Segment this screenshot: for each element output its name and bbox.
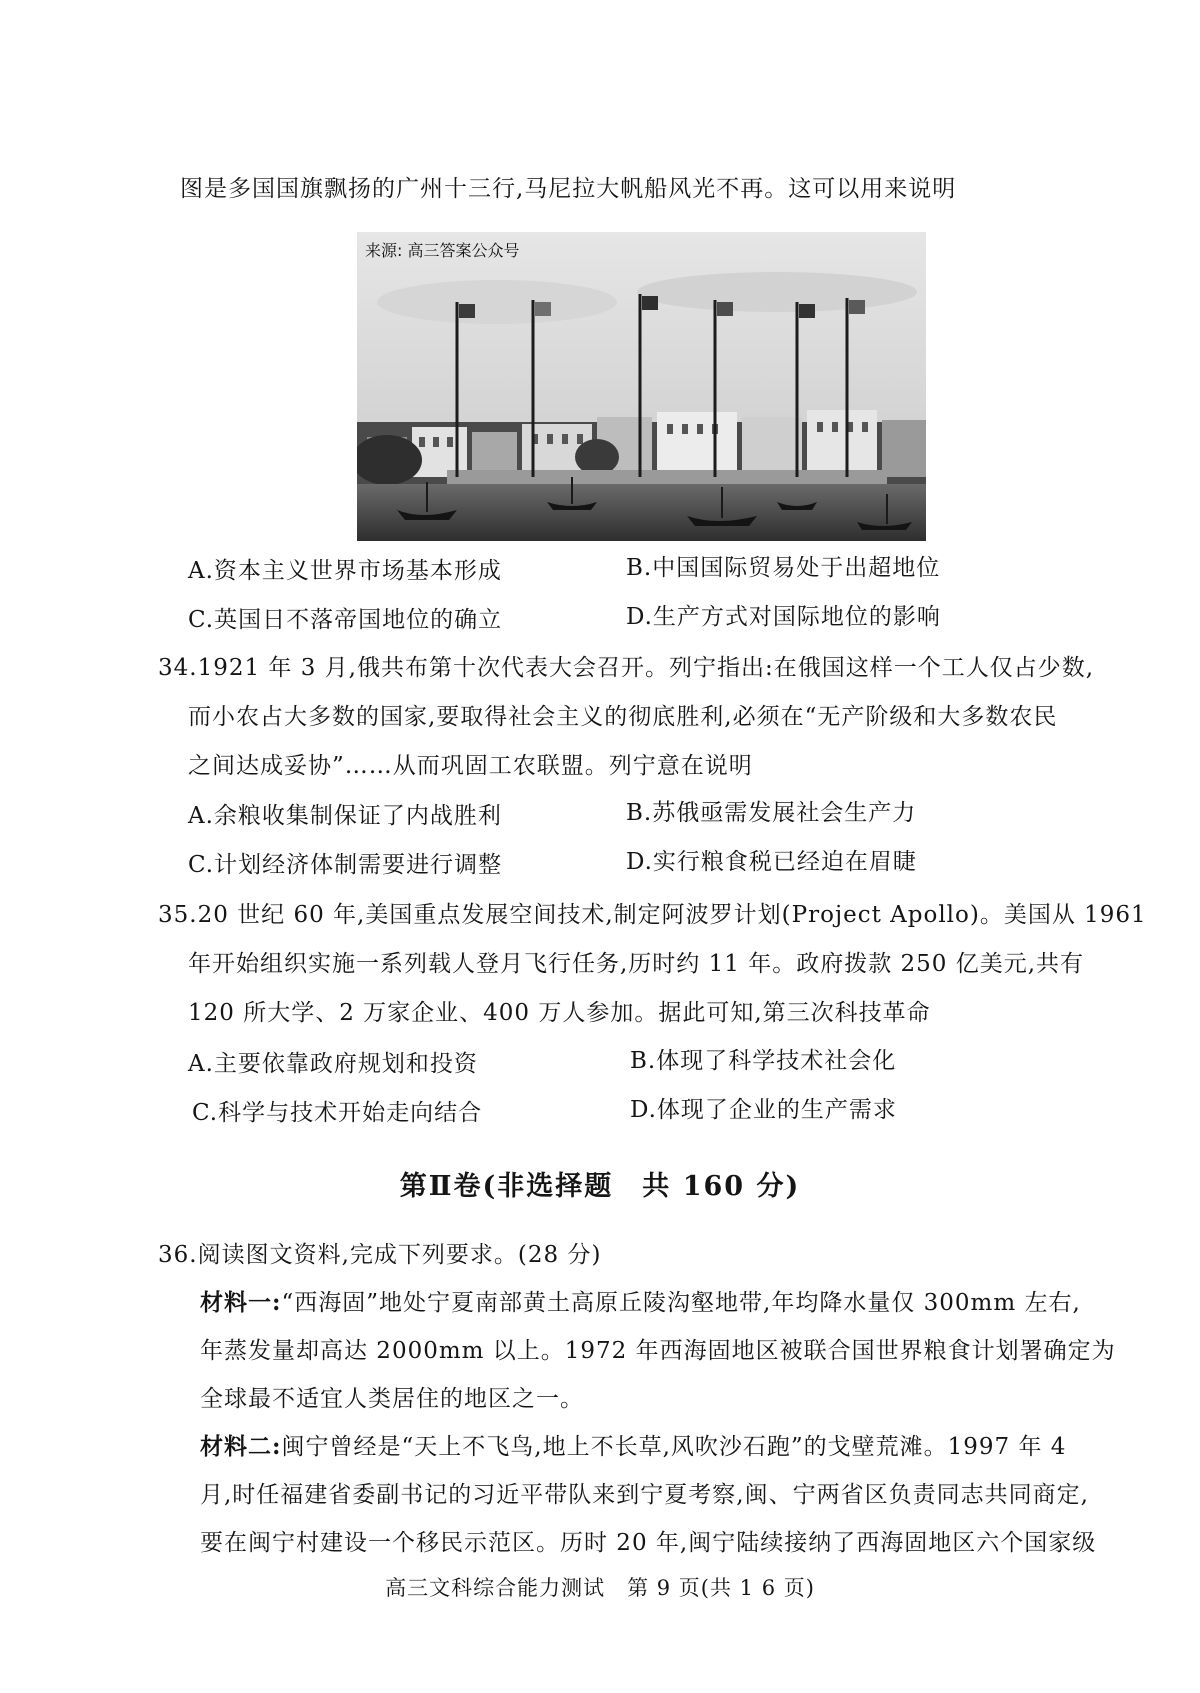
q36-stem: 36.阅读图文资料,完成下列要求。(28 分) xyxy=(158,1242,602,1268)
thirteen-hongs-painting xyxy=(357,232,926,541)
q36-material-2-line-2: 月,时任福建省委副书记的习近平带队来到宁夏考察,闽、宁两省区负责同志共同商定, xyxy=(200,1482,1089,1508)
q34-option-b: B.苏俄亟需发展社会生产力 xyxy=(626,800,917,826)
q34-option-a: A.余粮收集制保证了内战胜利 xyxy=(188,803,502,829)
material-2-label: 材料二: xyxy=(200,1433,282,1460)
q34-line-1: 34.1921 年 3 月,俄共布第十次代表大会召开。列宁指出:在俄国这样一个工人仅占少数, xyxy=(158,655,1095,681)
q33-option-a: A.资本主义世界市场基本形成 xyxy=(188,558,502,584)
q36-material-1-line-1 xyxy=(200,1288,1081,1318)
q34-line-3: 之间达成妥协”……从而巩固工农联盟。列宁意在说明 xyxy=(188,753,753,779)
q35-option-a: A.主要依靠政府规划和投资 xyxy=(188,1051,478,1077)
q35-option-b: B.体现了科学技术社会化 xyxy=(630,1048,897,1074)
q36-material-2-line-1 xyxy=(200,1432,1066,1462)
q34-line-2: 而小农占大多数的国家,要取得社会主义的彻底胜利,必须在“无产阶级和大多数农民 xyxy=(188,704,1058,730)
q33-option-b: B.中国国际贸易处于出超地位 xyxy=(626,555,941,581)
image-source-label: 来源: 高三答案公众号 xyxy=(365,241,520,260)
material-2-text-1: 闽宁曾经是“天上不飞鸟,地上不长草,风吹沙石跑”的戈壁荒滩。1997 年 4 xyxy=(281,1434,1067,1460)
q35-option-c: C.科学与技术开始走向结合 xyxy=(192,1100,483,1126)
q35-line-2: 年开始组织实施一系列载人登月飞行任务,历时约 11 年。政府拨款 250 亿美元,共有 xyxy=(188,951,1085,977)
q36-material-1-line-3: 全球最不适宜人类居住的地区之一。 xyxy=(200,1386,584,1412)
material-1-label: 材料一: xyxy=(200,1289,282,1316)
q35-line-3: 120 所大学、2 万家企业、400 万人参加。据此可知,第三次科技革命 xyxy=(188,1000,931,1026)
q33-option-c: C.英国日不落帝国地位的确立 xyxy=(188,607,503,633)
material-1-text-1: “西海固”地处宁夏南部黄土高原丘陵沟壑地带,年均降水量仅 300mm 左右, xyxy=(281,1290,1081,1316)
q34-option-c: C.计划经济体制需要进行调整 xyxy=(188,852,503,878)
q33-option-d: D.生产方式对国际地位的影响 xyxy=(626,604,941,630)
q34-option-d: D.实行粮食税已经迫在眉睫 xyxy=(626,849,917,875)
page-footer: 高三文科综合能力测试 第 9 页(共 1 6 页) xyxy=(385,1576,815,1600)
q36-material-2-line-3: 要在闽宁村建设一个移民示范区。历时 20 年,闽宁陆续接纳了西海固地区六个国家级 xyxy=(200,1530,1097,1556)
q36-material-1-line-2: 年蒸发量却高达 2000mm 以上。1972 年西海固地区被联合国世界粮食计划署确定为 xyxy=(200,1338,1116,1364)
section-2-title: 第Ⅱ卷(非选择题 共 160 分) xyxy=(399,1171,801,1202)
q35-option-d: D.体现了企业的生产需求 xyxy=(630,1097,897,1123)
q35-line-1: 35.20 世纪 60 年,美国重点发展空间技术,制定阿波罗计划(Project Apollo)。美国从 1961 xyxy=(158,902,1147,928)
q33-stem-tail: 图是多国国旗飘扬的广州十三行,马尼拉大帆船风光不再。这可以用来说明 xyxy=(180,176,957,202)
canton-factories-illustration xyxy=(357,232,926,541)
